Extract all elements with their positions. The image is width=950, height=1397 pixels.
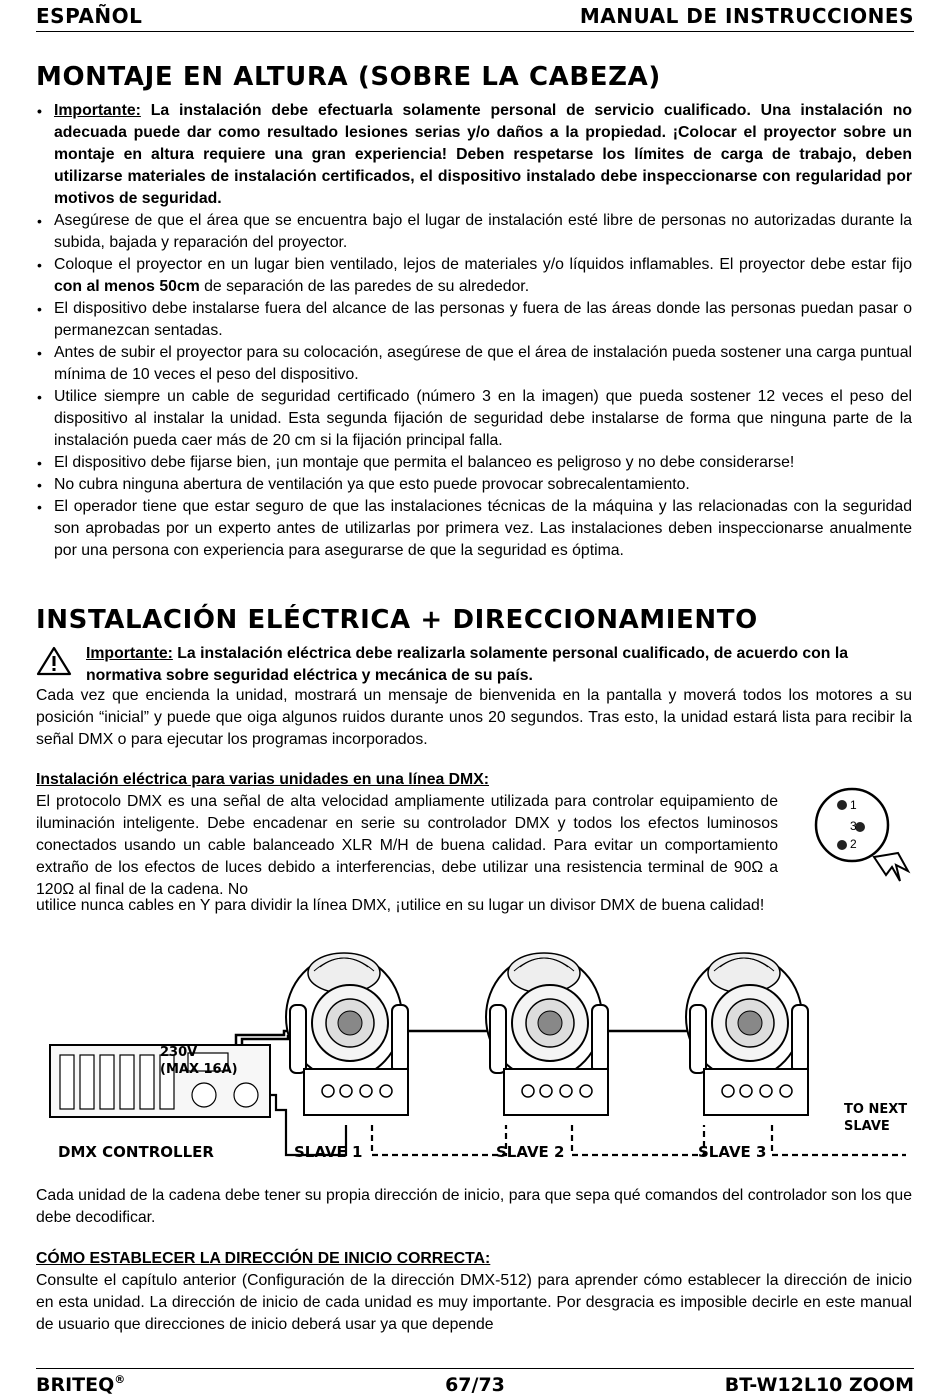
- warning-icon: [36, 646, 72, 676]
- footer-model: BT-W12L10 ZOOM: [724, 1374, 914, 1396]
- list-item: • No cubra ninguna abertura de ventilación ya que esto puede provocar sobrecalentamiento.: [36, 474, 912, 496]
- section-title-montaje: MONTAJE EN ALTURA (SOBRE LA CABEZA): [36, 62, 661, 92]
- header-language: ESPAÑOL: [36, 4, 143, 28]
- subheading-dmx-line: Instalación eléctrica para varias unidades en una línea DMX:: [36, 771, 490, 788]
- xlr-connector-icon: [808, 785, 914, 885]
- list-item: • El dispositivo debe instalarse fuera del alcance de las personas y fuera de las áreas donde las personas puedan pasar o permanezcan sentadas.: [36, 298, 912, 342]
- slave-label: SLAVE 2: [496, 1143, 565, 1161]
- power-label: (MAX 16A): [160, 1062, 238, 1077]
- list-item: • Asegúrese de que el área que se encuentra bajo el lugar de instalación esté libre de personas no autorizadas durante la subida, bajada y reparación del proyector.: [36, 210, 912, 254]
- next-slave-label: TO NEXT: [844, 1102, 908, 1117]
- dmx-paragraph-a: El protocolo DMX es una señal de alta velocidad ampliamente utilizada para controlar equipamiento de iluminación inteligente. Debe encadenar en serie su controlador DMX y todos los efectos luminosos conectados usando un cable balanceado XLR M/H de buena calidad. Para evitar un comportamiento extraño de los efectos de luces debido a interferencias, debe utilizar una resistencia terminal de 90Ω a 120Ω al final de la cadena. No: [36, 793, 778, 898]
- slave-label: SLAVE 3: [698, 1143, 767, 1161]
- xlr-pin-label: 2: [850, 837, 857, 851]
- controller-label: DMX CONTROLLER: [58, 1143, 214, 1161]
- list-item: • Coloque el proyector en un lugar bien ventilado, lejos de materiales y/o líquidos inflamables. El proyector debe estar fijo con al menos 50cm de separación de las paredes de su alrededor.: [36, 254, 912, 298]
- dmx-chain-diagram: [36, 935, 916, 1170]
- xlr-pin-label: 3: [850, 819, 857, 833]
- header-manual-title: MANUAL DE INSTRUCCIONES: [579, 4, 914, 28]
- montaje-bullets: [36, 100, 912, 562]
- warning-text: Importante: La instalación eléctrica debe realizarla solamente personal cualificado, de acuerdo con la normativa sobre seguridad eléctrica y mecánica de su país.: [86, 645, 849, 684]
- page-header: [36, 4, 914, 28]
- footer-page-number: 67/73: [445, 1374, 505, 1396]
- list-item: • El operador tiene que estar seguro de que las instalaciones técnicas de la máquina y las relacionadas con la seguridad son aprobadas por un experto antes de utilizarlas por primera vez. Las instalaciones deben inspeccionarse anualmente por una persona con experiencia para asegurarse de que la seguridad es óptima.: [36, 496, 912, 562]
- list-item: • Importante: La instalación debe efectuarla solamente personal de servicio cualificado. Una instalación no adecuada puede dar como resultado lesiones serias y/o daños a la propiedad. ¡Colocar el proyector sobre un montaje en altura requiere una gran experiencia! Deben respetarse los límites de carga de trabajo, deben utilizarse materiales de instalación certificados, el dispositivo instalado debe inspeccionarse con regularidad por motivos de seguridad.: [36, 100, 912, 210]
- next-slave-label: SLAVE: [844, 1119, 890, 1134]
- dmx-paragraph-b: utilice nunca cables en Y para dividir la línea DMX, ¡utilice en su lugar un divisor DMX de buena calidad!: [36, 897, 765, 914]
- slave-label: SLAVE 1: [294, 1143, 363, 1161]
- start-address-paragraph: Consulte el capítulo anterior (Configuración de la dirección DMX-512) para aprender cómo establecer la dirección de inicio en esta unidad. La dirección de inicio de cada unidad es muy importante. Por desgracia es imposible decirle en este manual de usuario que direcciones de inicio deberá usar ya que depende: [36, 1272, 912, 1333]
- footer-brand: BRITEQ®: [36, 1373, 126, 1396]
- page-footer: [36, 1374, 914, 1396]
- subheading-start-address: CÓMO ESTABLECER LA DIRECCIÓN DE INICIO CORRECTA:: [36, 1250, 491, 1267]
- list-item: • El dispositivo debe fijarse bien, ¡un montaje que permita el balanceo es peligroso y no debe considerarse!: [36, 452, 912, 474]
- list-item: • Antes de subir el proyector para su colocación, asegúrese de que el área de instalación pueda sostener una carga puntual mínima de 10 veces el peso del dispositivo.: [36, 342, 912, 386]
- intro-paragraph: Cada vez que encienda la unidad, mostrará un mensaje de bienvenida en la pantalla y moverá todos los motores a su posición “inicial” y puede que oiga algunos ruidos durante unos 20 segundos. Tras esto, la unidad estará lista para recibir la señal DMX o para ejecutar los programas incorporados.: [36, 687, 912, 748]
- power-label: 230V: [160, 1045, 198, 1060]
- chain-paragraph: Cada unidad de la cadena debe tener su propia dirección de inicio, para que sepa qué comandos del controlador son los que debe decodificar.: [36, 1187, 912, 1226]
- list-item: • Utilice siempre un cable de seguridad certificado (número 3 en la imagen) que pueda sostener 12 veces el peso del dispositivo al instalar la unidad. Esta segunda fijación de seguridad debe instalarse de forma que ninguna parte de la instalación pueda caer más de 20 cm si la fijación principal falla.: [36, 386, 912, 452]
- section-title-instalacion: INSTALACIÓN ELÉCTRICA + DIRECCIONAMIENTO: [36, 605, 758, 635]
- header-rule: [36, 31, 914, 32]
- footer-rule: [36, 1368, 914, 1369]
- xlr-pin-label: 1: [850, 798, 857, 812]
